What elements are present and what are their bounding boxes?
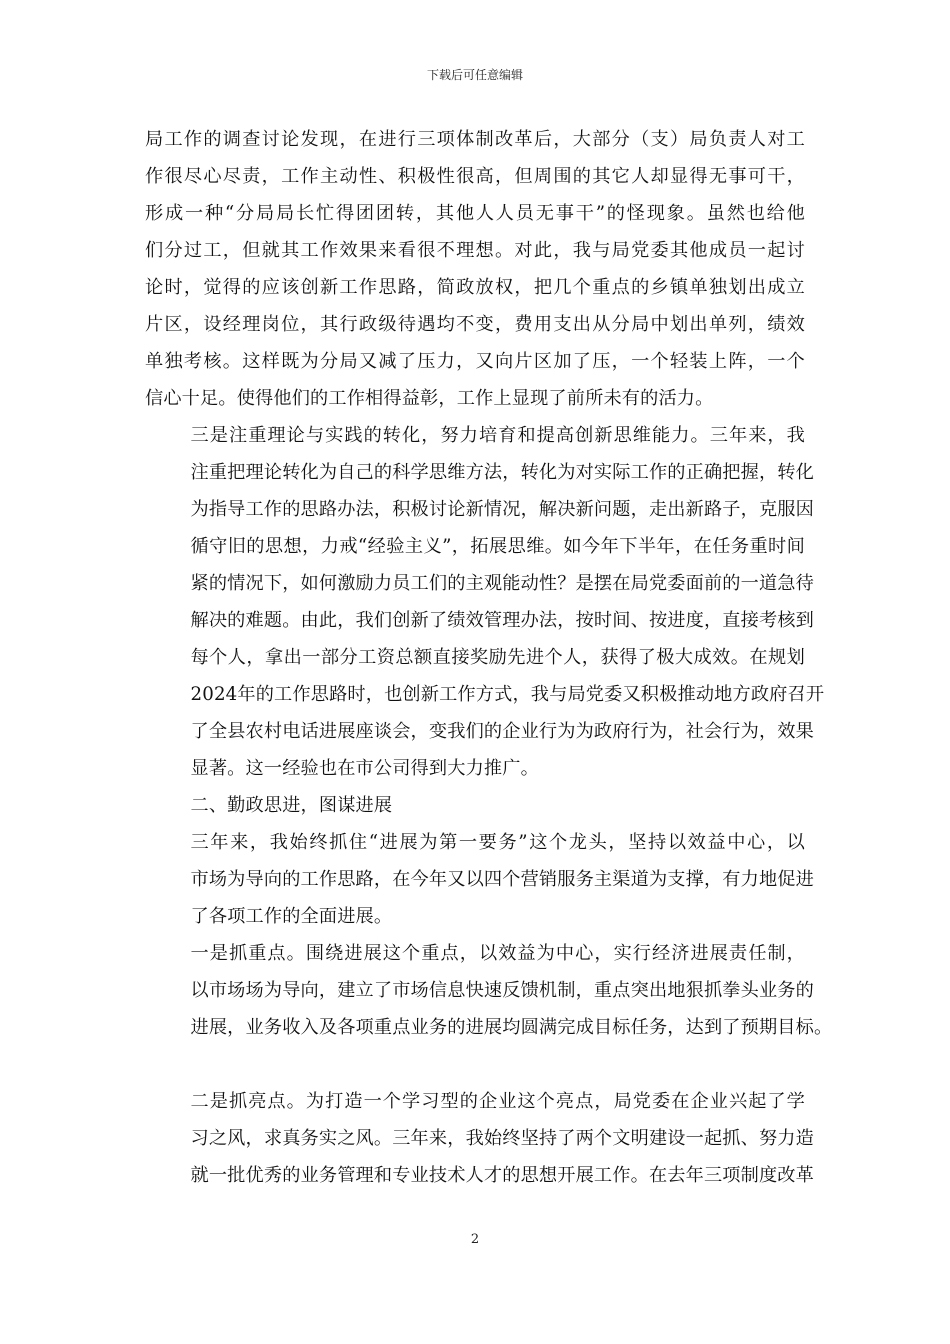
text-line: 紧的情况下，如何激励力员工们的主观能动性？是摆在局党委面前的一道急待 bbox=[190, 573, 814, 594]
text-line: 2024年的工作思路时，也创新工作方式，我与局党委又积极推动地方政府召开 bbox=[190, 684, 825, 705]
paragraph bbox=[145, 935, 833, 1046]
text-line: 作很尽心尽责，工作主动性、积极性很高，但周围的其它人却显得无事可干， bbox=[145, 166, 805, 187]
text-line: 每个人，拿出一部分工资总额直接奖励先进个人，获得了极大成效。在规划 bbox=[190, 647, 805, 668]
text-line: 了全县农村电话进展座谈会，变我们的企业行为为政府行为，社会行为，效果 bbox=[190, 721, 814, 742]
document-body bbox=[145, 121, 833, 1194]
paragraph bbox=[145, 824, 814, 935]
paragraph bbox=[145, 417, 825, 787]
page-number: 2 bbox=[470, 1232, 480, 1247]
paragraph bbox=[145, 1083, 814, 1194]
text-line: 习之风，求真务实之风。三年来，我始终坚持了两个文明建设一起抓、努力造 bbox=[190, 1128, 814, 1149]
text-line: 为指导工作的思路办法，积极讨论新情况，解决新问题，走出新路子，克服因 bbox=[190, 499, 814, 520]
text-line: 二是抓亮点。为打造一个学习型的企业这个亮点，局党委在企业兴起了学 bbox=[190, 1091, 805, 1112]
text-line: 三是注重理论与实践的转化，努力培育和提高创新思维能力。三年来，我 bbox=[190, 425, 805, 446]
text-line: 就一批优秀的业务管理和专业技术人才的思想开展工作。在去年三项制度改革 bbox=[190, 1165, 814, 1186]
text-line: 局工作的调查讨论发现，在进行三项体制改革后，大部分（支）局负责人对工 bbox=[145, 129, 805, 150]
text-line: 信心十足。使得他们的工作相得益彰，工作上显现了前所未有的活力。 bbox=[145, 388, 714, 409]
text-line: 三年来，我始终抓住“进展为第一要务”这个龙头，坚持以效益中心，以 bbox=[190, 832, 805, 853]
text-line: 单独考核。这样既为分局又减了压力，又向片区加了压，一个轻装上阵，一个 bbox=[145, 351, 805, 372]
text-line: 以市场场为导向，建立了市场信息快速反馈机制，重点突出地狠抓拳头业务的 bbox=[190, 980, 814, 1001]
paragraph-gap bbox=[145, 1046, 805, 1083]
text-line: 显著。这一经验也在市公司得到大力推广。 bbox=[190, 758, 539, 779]
text-line: 解决的难题。由此，我们创新了绩效管理办法，按时间、按进度，直接考核到 bbox=[190, 610, 814, 631]
text-line: 片区，设经理岗位，其行政级待遇均不变，费用支出从分局中划出单列，绩效 bbox=[145, 314, 805, 335]
text-line: 循守旧的思想，力戒“经验主义”，拓展思维。如今年下半年，在任务重时间 bbox=[190, 536, 805, 557]
text-line: 形成一种“分局局长忙得团团转，其他人人员无事干”的怪现象。虽然也给他 bbox=[145, 203, 805, 224]
paragraph bbox=[145, 121, 805, 417]
text-line: 注重把理论转化为自己的科学思维方法，转化为对实际工作的正确把握，转化 bbox=[190, 462, 814, 483]
text-line: 一是抓重点。围绕进展这个重点，以效益为中心，实行经济进展责任制， bbox=[190, 943, 805, 964]
paragraph bbox=[145, 787, 805, 824]
text-line: 二、勤政思进，图谋进展 bbox=[190, 795, 393, 816]
text-line: 市场为导向的工作思路，在今年又以四个营销服务主渠道为支撑，有力地促进 bbox=[190, 869, 814, 890]
text-line: 进展，业务收入及各项重点业务的进展均圆满完成目标任务，达到了预期目标。 bbox=[190, 1017, 833, 1038]
text-line: 论时，觉得的应该创新工作思路，简政放权，把几个重点的乡镇单独划出成立 bbox=[145, 277, 805, 298]
text-line: 们分过工，但就其工作效果来看很不理想。对此，我与局党委其他成员一起讨 bbox=[145, 240, 805, 261]
page-header: 下载后可任意编辑 bbox=[426, 68, 523, 82]
text-line: 了各项工作的全面进展。 bbox=[190, 906, 393, 927]
